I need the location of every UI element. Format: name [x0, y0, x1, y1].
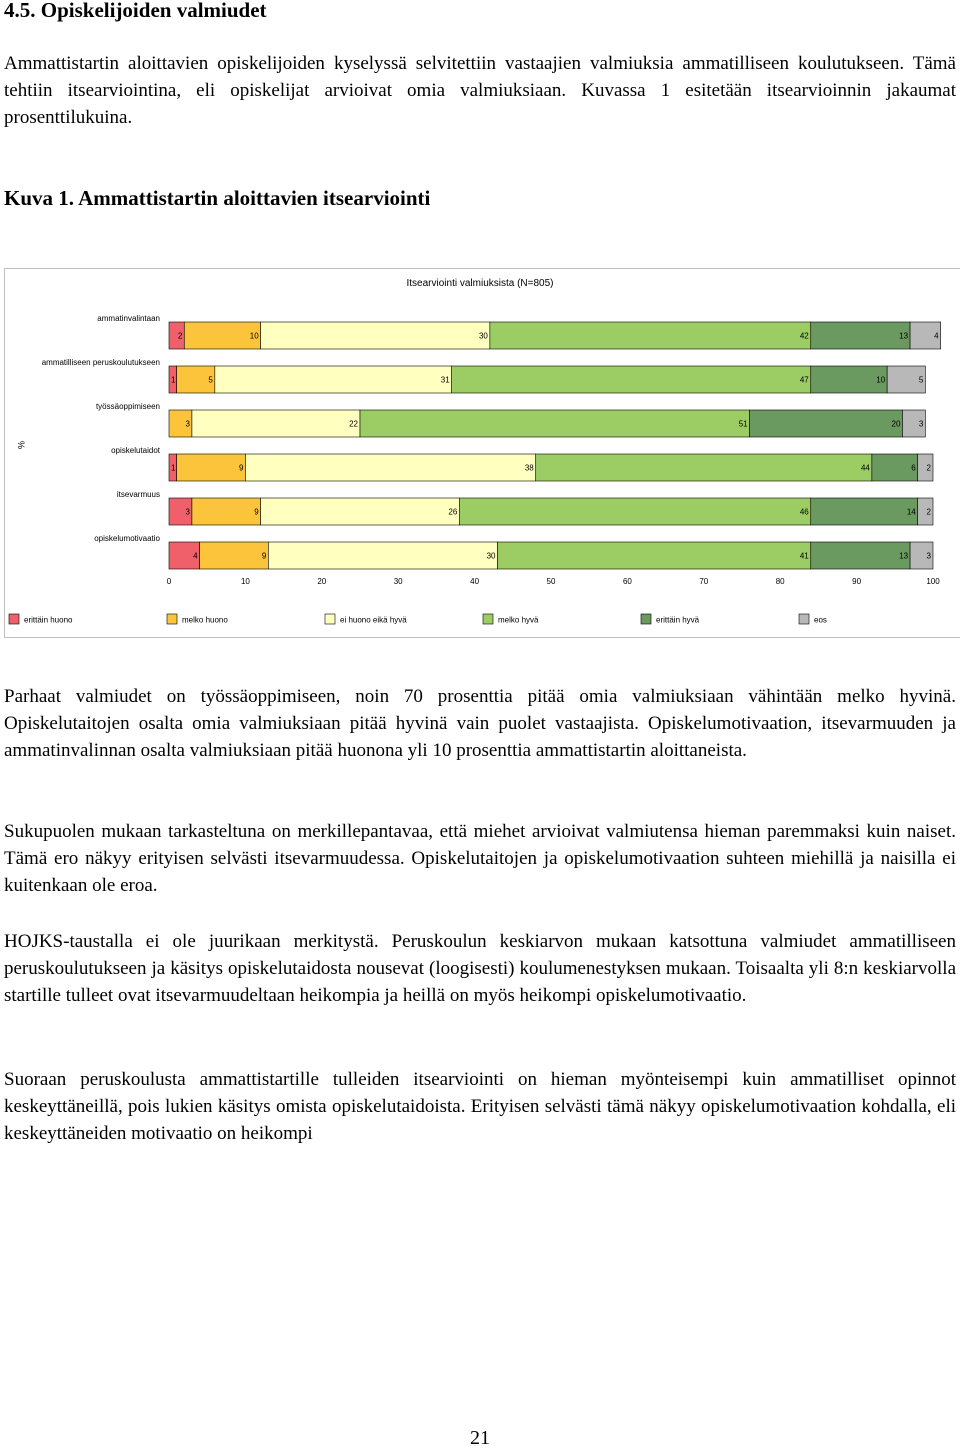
bar-segment: [811, 322, 910, 349]
data-label: 13: [899, 331, 909, 341]
body-paragraph: Parhaat valmiudet on työssäoppimiseen, noin 70 prosenttia pitää omia valmiuksiaan vähintään melko hyvinä. Opiskelutaitojen osalta omia valmiuksiaan pitää hyvinä vain puolet vastaajista. Opiskelumotivaation, itsevarmuuden ja ammatinvalinnan osalta valmiuksiaan pitää huonona yli 10 prosenttia ammattistartin aloittaneista.: [4, 686, 956, 761]
bar-segment: [360, 410, 750, 437]
category-label: ammatinvalintaan: [97, 314, 160, 323]
data-label: 5: [208, 375, 213, 385]
bar-segment: [750, 410, 903, 437]
legend-item: [9, 614, 73, 625]
stacked-bar-chart: [5, 269, 960, 639]
data-label: 47: [799, 375, 809, 385]
bar-segment: [490, 322, 811, 349]
data-label: 13: [899, 551, 909, 561]
data-label: 6: [911, 463, 916, 473]
legend-item: [325, 614, 407, 625]
bar-row: [94, 534, 933, 569]
data-label: 10: [249, 331, 259, 341]
x-axis-ticks: [167, 577, 940, 586]
section-heading: 4.5. Opiskelijoiden valmiudet: [4, 0, 267, 22]
data-label: 41: [799, 551, 809, 561]
bar-segment: [261, 498, 460, 525]
data-label: 1: [171, 375, 176, 385]
data-label: 2: [926, 507, 931, 517]
data-label: 26: [448, 507, 458, 517]
legend-swatch: [9, 614, 19, 624]
bar-segment: [268, 542, 497, 569]
bar-segment: [177, 454, 246, 481]
legend-swatch: [325, 614, 335, 624]
category-label: itsevarmuus: [116, 490, 160, 499]
data-label: 3: [185, 419, 190, 429]
bar-segment: [811, 498, 918, 525]
bar-segment: [498, 542, 811, 569]
bar-segment: [459, 498, 810, 525]
x-tick-label: 70: [699, 577, 709, 586]
bar-row: [96, 402, 925, 437]
bar-segment: [811, 542, 910, 569]
x-tick-label: 100: [926, 577, 940, 586]
legend-item: [167, 614, 228, 625]
data-label: 9: [238, 463, 244, 473]
bar-segment: [245, 454, 535, 481]
figure-caption: Kuva 1. Ammattistartin aloittavien itsearviointi: [4, 186, 431, 210]
data-label: 14: [906, 507, 916, 517]
bar-segment: [192, 410, 360, 437]
data-label: 22: [349, 419, 358, 429]
legend-swatch: [641, 614, 651, 624]
legend-swatch: [483, 614, 493, 624]
x-tick-label: 80: [775, 577, 785, 586]
data-label: 31: [440, 375, 450, 385]
page-number: 21: [470, 1427, 490, 1449]
x-tick-label: 40: [470, 577, 480, 586]
data-label: 51: [738, 419, 748, 429]
x-tick-label: 10: [240, 577, 250, 586]
category-label: ammatilliseen peruskoulutukseen: [41, 358, 160, 367]
data-label: 30: [478, 331, 488, 341]
bar-row: [111, 446, 933, 481]
data-label: 2: [177, 331, 183, 341]
data-label: 42: [799, 331, 809, 341]
bar-segment: [215, 366, 452, 393]
bar-row: [117, 490, 933, 525]
data-label: 46: [799, 507, 809, 517]
data-label: 5: [918, 375, 924, 385]
chart-legend: [9, 614, 827, 625]
bar-segment: [536, 454, 872, 481]
legend-label: erittäin hyvä: [656, 615, 700, 625]
bar-segment: [261, 322, 490, 349]
body-paragraph: Suoraan peruskoulusta ammattistartille tulleiden itsearviointi on hieman myönteisempi kuin ammatilliset opinnot keskeyttäneillä, pois lukien käsitys omista opiskelutaidoista. Erityisen selvästi tämä näkyy opiskelumotivaation kohdalla, eli keskeyttäneiden motivaatio on heikompi: [4, 1069, 956, 1144]
data-label: 9: [254, 507, 259, 517]
data-label: 4: [934, 331, 939, 341]
legend-swatch: [167, 614, 177, 624]
legend-item: [483, 614, 539, 625]
y-axis-label: %: [16, 441, 26, 450]
data-label: 30: [486, 551, 496, 561]
legend-item: [799, 614, 827, 625]
intro-paragraph: Ammattistartin aloittavien opiskelijoiden kyselyssä selvitettiin vastaajien valmiuksia ammatilliseen koulutukseen. Tämä tehtiin itsearviointina, eli opiskelijat arvioivat omia valmiuksiaan. Kuvassa 1 esitetään itsearvioinnin jakaumat prosenttilukuina.: [4, 53, 956, 128]
data-label: 3: [185, 507, 190, 517]
x-tick-label: 60: [622, 577, 632, 586]
chart-container: [4, 268, 960, 638]
bar-segment: [192, 498, 261, 525]
bar-segment: [200, 542, 269, 569]
data-label: 1: [171, 463, 176, 473]
data-label: 44: [860, 463, 870, 473]
data-label: 20: [891, 419, 901, 429]
legend-label: melko hyvä: [498, 615, 539, 625]
category-label: työssäoppimiseen: [95, 402, 160, 411]
data-label: 3: [926, 551, 931, 561]
data-label: 9: [261, 551, 267, 561]
data-label: 4: [193, 551, 198, 561]
bar-row: [42, 358, 926, 393]
data-label: 10: [876, 375, 886, 385]
legend-label: ei huono eikä hyvä: [340, 615, 407, 625]
legend-label: melko huono: [182, 615, 228, 625]
x-tick-label: 30: [393, 577, 403, 586]
category-label: opiskelutaidot: [111, 446, 160, 455]
category-label: opiskelumotivaatio: [94, 534, 160, 543]
data-label: 2: [926, 463, 931, 473]
chart-title: Itsearviointi valmiuksista (N=805): [406, 278, 554, 289]
legend-label: eos: [814, 615, 827, 625]
bar-segment: [452, 366, 811, 393]
legend-swatch: [799, 614, 809, 624]
data-label: 38: [524, 463, 534, 473]
bar-rows: [42, 314, 941, 569]
x-tick-label: 90: [852, 577, 862, 586]
data-label: 3: [918, 419, 924, 429]
bar-row: [97, 314, 940, 349]
x-tick-label: 20: [317, 577, 327, 586]
legend-label: erittäin huono: [24, 615, 73, 625]
x-tick-label: 50: [546, 577, 556, 586]
body-paragraph: Sukupuolen mukaan tarkasteltuna on merkillepantavaa, että miehet arvioivat valmiutensa hieman paremmaksi kuin naiset. Tämä ero näkyy erityisen selvästi itsevarmuudessa. Opiskelutaitojen ja opiskelumotivaation suhteen miehillä ja naisilla ei kuitenkaan ole eroa.: [4, 821, 956, 896]
body-paragraph: HOJKS-taustalla ei ole juurikaan merkitystä. Peruskoulun keskiarvon mukaan katsottuna valmiudet ammatilliseen peruskoulutukseen ja käsitys opiskelutaidosta nousevat (loogisesti) koulumenestyksen mukaan. Toisaalta yli 8:n keskiarvolla startille tulleet ovat itsevarmuudeltaan heikompia ja heillä on myös heikompi opiskelumotivaatio.: [4, 931, 956, 1006]
x-tick-label: 0: [166, 577, 172, 586]
legend-item: [641, 614, 700, 625]
